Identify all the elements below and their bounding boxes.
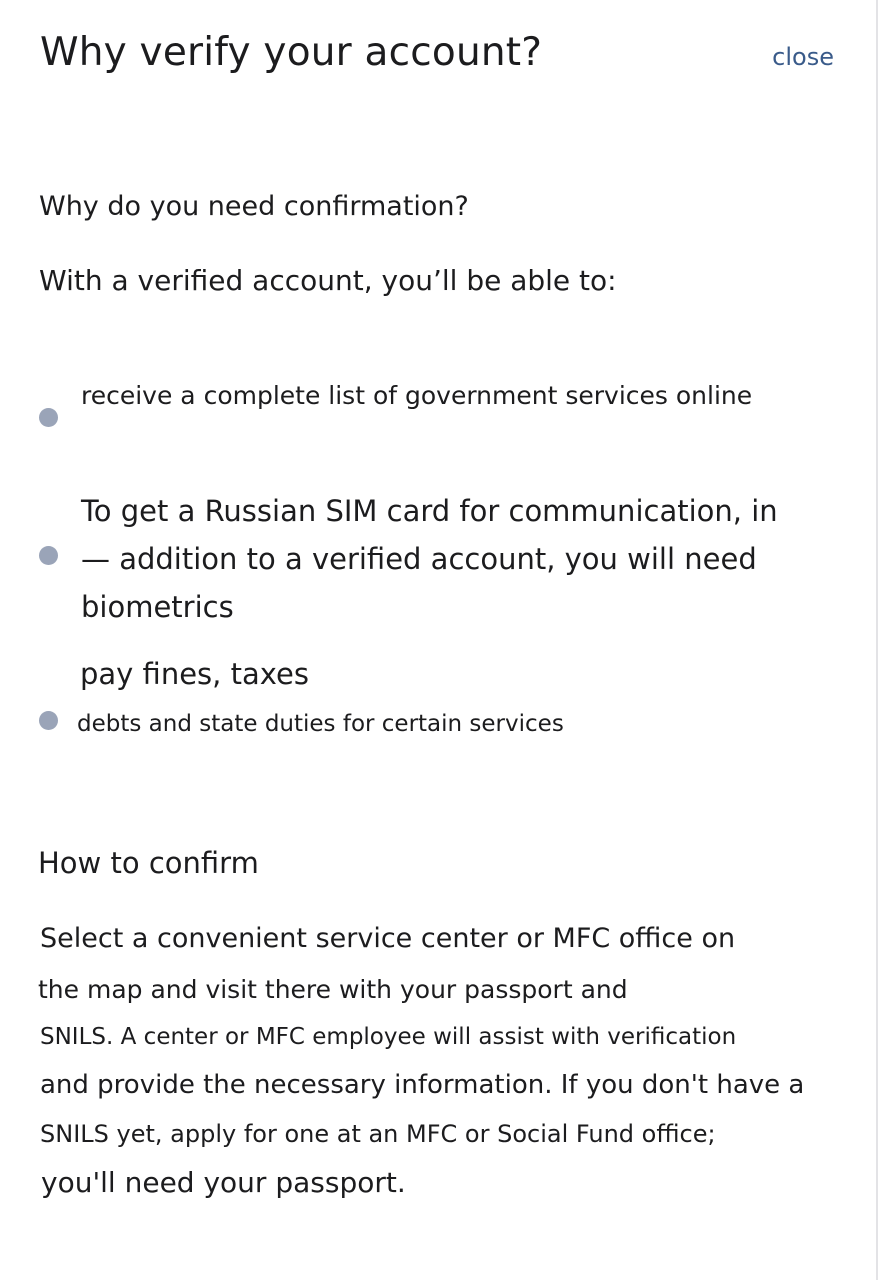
how-to-heading: How to confirm — [38, 846, 259, 880]
bullet-dot-icon — [39, 711, 58, 730]
bullet-dot-icon — [39, 546, 58, 565]
benefits-intro: With a verified account, you’ll be able to: — [39, 264, 617, 297]
list-item-text: debts and state duties for certain services — [77, 711, 564, 737]
paragraph-line: SNILS. A center or MFC employee will assist with verification — [40, 1024, 737, 1050]
bullet-dot-icon — [39, 408, 58, 427]
paragraph-line: SNILS yet, apply for one at an MFC or Social Fund office; — [40, 1120, 716, 1148]
page-title: Why verify your account? — [40, 30, 543, 75]
list-item-text: pay fines, taxes — [80, 657, 309, 691]
paragraph-line: Select a convenient service center or MFC office on — [40, 923, 736, 954]
list-item-text: receive a complete list of government services online — [81, 381, 753, 410]
list-item-text: biometrics — [81, 590, 234, 624]
paragraph-line: the map and visit there with your passport and — [38, 975, 628, 1004]
list-item-text: To get a Russian SIM card for communication, in — [81, 494, 778, 528]
list-item-text: — addition to a verified account, you will need — [81, 542, 757, 576]
benefits-heading: Why do you need confirmation? — [39, 191, 469, 222]
paragraph-line: you'll need your passport. — [41, 1166, 406, 1199]
close-button[interactable]: close — [772, 43, 834, 71]
paragraph-line: and provide the necessary information. If you don't have a — [40, 1070, 805, 1100]
